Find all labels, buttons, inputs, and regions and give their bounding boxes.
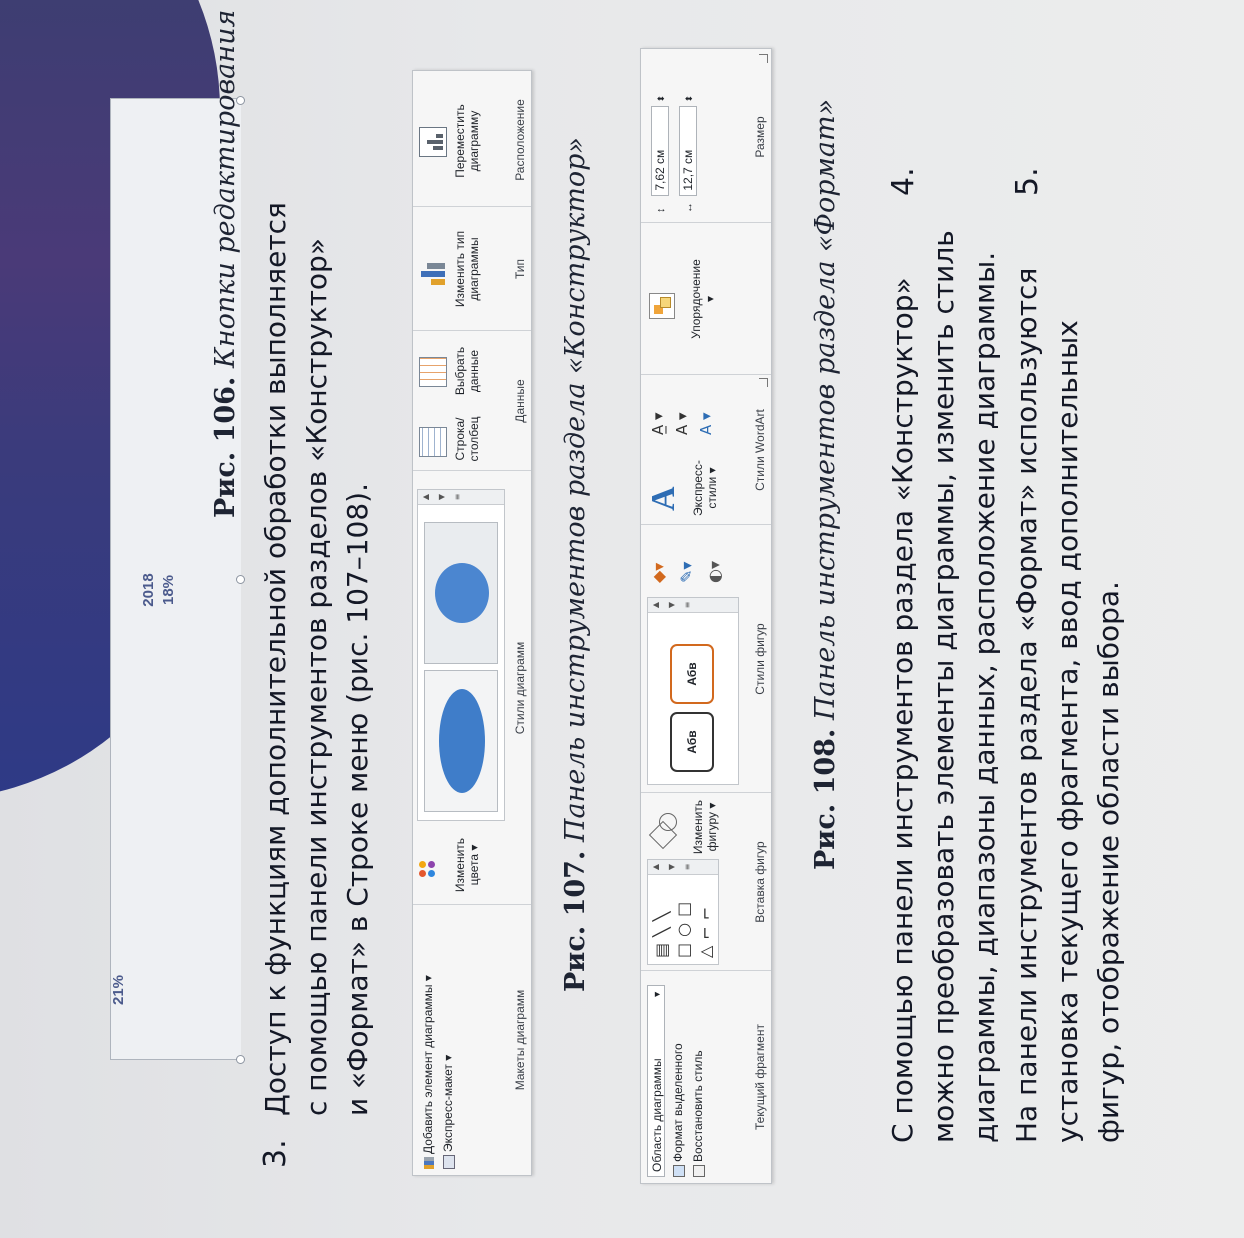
- chevron-down-icon: ▾: [703, 295, 717, 303]
- group-label-insert: Вставка фигур: [753, 841, 767, 923]
- select-data-label: Выбрать: [453, 346, 467, 396]
- group-label-wordart: Стили WordArt: [753, 409, 767, 491]
- fig108-number: Рис. 108.: [810, 728, 841, 870]
- move-chart-label: Переместить: [453, 104, 467, 178]
- move-chart-icon: [419, 127, 447, 157]
- group-label-layouts: Макеты диаграмм: [513, 989, 527, 1091]
- text-outline-icon[interactable]: A ▾: [673, 412, 691, 435]
- change-chart-type-icon: [419, 259, 445, 287]
- add-chart-element-label: Добавить элемент диаграммы ▾: [421, 975, 435, 1154]
- arrange-label: Упорядочение: [689, 259, 703, 339]
- format-selection-button[interactable]: [671, 1043, 685, 1177]
- blue-circle-shape: [435, 563, 489, 623]
- ribbon-design-panel: [412, 70, 532, 1176]
- height-field[interactable]: [651, 95, 669, 213]
- chart-style-option[interactable]: [424, 670, 498, 812]
- shapes-row-1: ▤╲╲: [652, 905, 671, 958]
- item3-line: и «Формат» в Строке меню (рис. 107–108).: [341, 483, 374, 1116]
- group-chart-styles: [413, 470, 531, 905]
- fig106-title: Кнопки редактирования: [210, 9, 241, 369]
- item3-number: 3.: [258, 1139, 293, 1168]
- height-value: 7,62 см: [651, 106, 669, 196]
- row-column-label: столбец: [467, 416, 481, 462]
- shape-fill-icon[interactable]: ◆▾: [649, 562, 668, 583]
- change-type-label: диаграммы: [467, 237, 481, 301]
- group-label-size: Размер: [753, 116, 767, 158]
- chart-area-select[interactable]: [647, 985, 665, 1177]
- shape-outline-icon[interactable]: ✎▾: [677, 561, 696, 583]
- chart-styles-gallery[interactable]: [417, 489, 505, 821]
- item3-line: с помощью панели инструментов разделов «Конструктор»: [300, 238, 333, 1116]
- item5-line: На панели инструментов раздела «Формат» используются: [1010, 267, 1043, 1143]
- express-styles-button[interactable]: [691, 453, 719, 523]
- item4-line: диаграммы, диапазоны данных, расположение диаграммы.: [968, 251, 1001, 1143]
- shapes-gallery[interactable]: [647, 859, 719, 965]
- frame-handle: [236, 575, 245, 584]
- arrange-icon: [649, 293, 675, 319]
- change-chart-type-button[interactable]: [453, 213, 481, 325]
- express-styles-label: стили ▾: [705, 467, 719, 509]
- group-chart-layouts: [413, 904, 531, 1175]
- shape-styles-gallery[interactable]: [647, 597, 739, 785]
- item4-line: можно преобразовать элементы диаграммы, изменить стиль: [927, 230, 960, 1143]
- group-wordart-styles: [641, 374, 771, 525]
- change-colors-label: цвета ▾: [467, 844, 481, 886]
- switch-row-column-icon: [419, 427, 447, 457]
- group-shape-styles: [641, 524, 771, 793]
- group-current-selection: [641, 970, 771, 1183]
- blue-ellipse-shape: [439, 689, 485, 793]
- item5-number: 5.: [1010, 167, 1045, 196]
- group-label-location: Расположение: [513, 99, 527, 181]
- move-chart-button[interactable]: [453, 79, 481, 203]
- group-arrange: [641, 222, 771, 375]
- group-label-data: Данные: [513, 379, 527, 423]
- arrange-button[interactable]: [689, 229, 717, 369]
- fig107-title: Панель инструментов раздела «Конструктор»: [560, 137, 591, 843]
- change-shape-button[interactable]: [691, 797, 719, 857]
- fig106-number: Рис. 106.: [210, 376, 241, 518]
- fig108-caption: [810, 99, 841, 870]
- switch-row-column-button[interactable]: [453, 411, 481, 467]
- height-icon: ↕: [655, 207, 667, 213]
- width-field[interactable]: [679, 95, 697, 213]
- group-type: [413, 206, 531, 331]
- reset-style-button[interactable]: [691, 1050, 705, 1177]
- add-chart-element-button[interactable]: [421, 975, 435, 1169]
- chevron-down-icon: ▼: [652, 990, 662, 999]
- width-value: 12,7 см: [679, 106, 697, 196]
- text-fill-icon[interactable]: A̲ ▾: [649, 412, 667, 435]
- ribbon-format-panel: [640, 48, 772, 1184]
- format-selection-icon: [673, 1165, 685, 1177]
- shape-effects-icon[interactable]: ◐▾: [705, 561, 724, 583]
- shape-style-option[interactable]: Абв: [670, 712, 714, 772]
- size-launcher-icon[interactable]: [759, 54, 768, 63]
- color-palette-icon: [419, 855, 441, 877]
- stepper-icon[interactable]: ⬍: [684, 94, 694, 103]
- chart-label-year: 2018: [140, 573, 157, 607]
- select-data-icon: [419, 357, 447, 387]
- change-shape-label: Изменить: [691, 799, 705, 855]
- wordart-launcher-icon[interactable]: [759, 378, 768, 387]
- row-column-label: Строка/: [453, 417, 467, 461]
- express-layout-button[interactable]: [441, 1055, 455, 1169]
- fig107-number: Рис. 107.: [560, 850, 591, 992]
- group-insert-shapes: [641, 792, 771, 971]
- chart-style-option[interactable]: [424, 522, 498, 664]
- wordart-a-icon: A: [645, 486, 682, 511]
- shape-style-option[interactable]: Абв: [670, 644, 714, 704]
- group-label-current: Текущий фрагмент: [753, 1024, 767, 1130]
- item5-block: [1006, 43, 1129, 1143]
- item3-line: Доступ к функциям дополнительной обработки выполняется: [259, 202, 292, 1116]
- reset-style-label: Восстановить стиль: [691, 1050, 705, 1162]
- change-shape-icon: [649, 809, 683, 849]
- reset-style-icon: [693, 1165, 705, 1177]
- select-data-button[interactable]: [453, 343, 481, 399]
- select-data-label: данные: [467, 349, 481, 393]
- item4-block: [882, 43, 1005, 1143]
- chart-area-value: Область диаграммы: [650, 1058, 664, 1172]
- stepper-icon[interactable]: ⬍: [656, 94, 666, 103]
- fig107-caption: [560, 137, 591, 992]
- chart-label-top: 21%: [110, 974, 127, 1006]
- fig108-title: Панель инструментов раздела «Формат»: [810, 98, 841, 721]
- chart-element-icon: [424, 1157, 434, 1169]
- group-location: [413, 73, 531, 207]
- shapes-gallery-scroll[interactable]: ▲ ▼ ≡: [648, 860, 718, 875]
- change-shape-label: фигуру ▾: [705, 802, 719, 852]
- group-label-type: Тип: [513, 259, 527, 280]
- shape-styles-scroll[interactable]: ▲ ▼ ≡: [648, 598, 738, 613]
- shapes-row-2: □○□: [674, 895, 693, 958]
- frame-handle: [236, 1055, 245, 1064]
- item5-line: фигур, отображение области выбора.: [1092, 581, 1125, 1143]
- item5-line: установка текущего фрагмента, ввод дополнительных: [1051, 320, 1084, 1143]
- group-label-shape-styles: Стили фигур: [753, 623, 767, 695]
- chart-label-percent: 18%: [160, 574, 177, 606]
- layout-icon: [443, 1155, 455, 1169]
- item3-text: [255, 36, 378, 1116]
- shapes-row-3: △⌐⌐: [696, 900, 715, 958]
- move-chart-label: диаграмму: [467, 110, 481, 172]
- fig106-caption: [210, 10, 241, 518]
- item4-number: 4.: [886, 167, 921, 196]
- format-selection-label: Формат выделенного: [671, 1043, 685, 1162]
- group-size: [641, 51, 771, 223]
- item4-line: С помощью панели инструментов раздела «Конструктор»: [886, 277, 919, 1143]
- change-colors-label: Изменить: [453, 837, 467, 893]
- gallery-scroll[interactable]: ▲ ▼ ≡: [418, 490, 504, 505]
- express-styles-label: Экспресс-: [691, 460, 705, 516]
- express-layout-label: Экспресс-макет ▾: [441, 1054, 455, 1152]
- change-colors-button[interactable]: [453, 835, 481, 895]
- group-data: [413, 330, 531, 471]
- group-label-styles: Стили диаграмм: [513, 641, 527, 735]
- width-icon: ↔: [683, 202, 695, 213]
- text-effects-icon[interactable]: A ▾: [697, 412, 715, 435]
- change-type-label: Изменить тип: [453, 230, 467, 308]
